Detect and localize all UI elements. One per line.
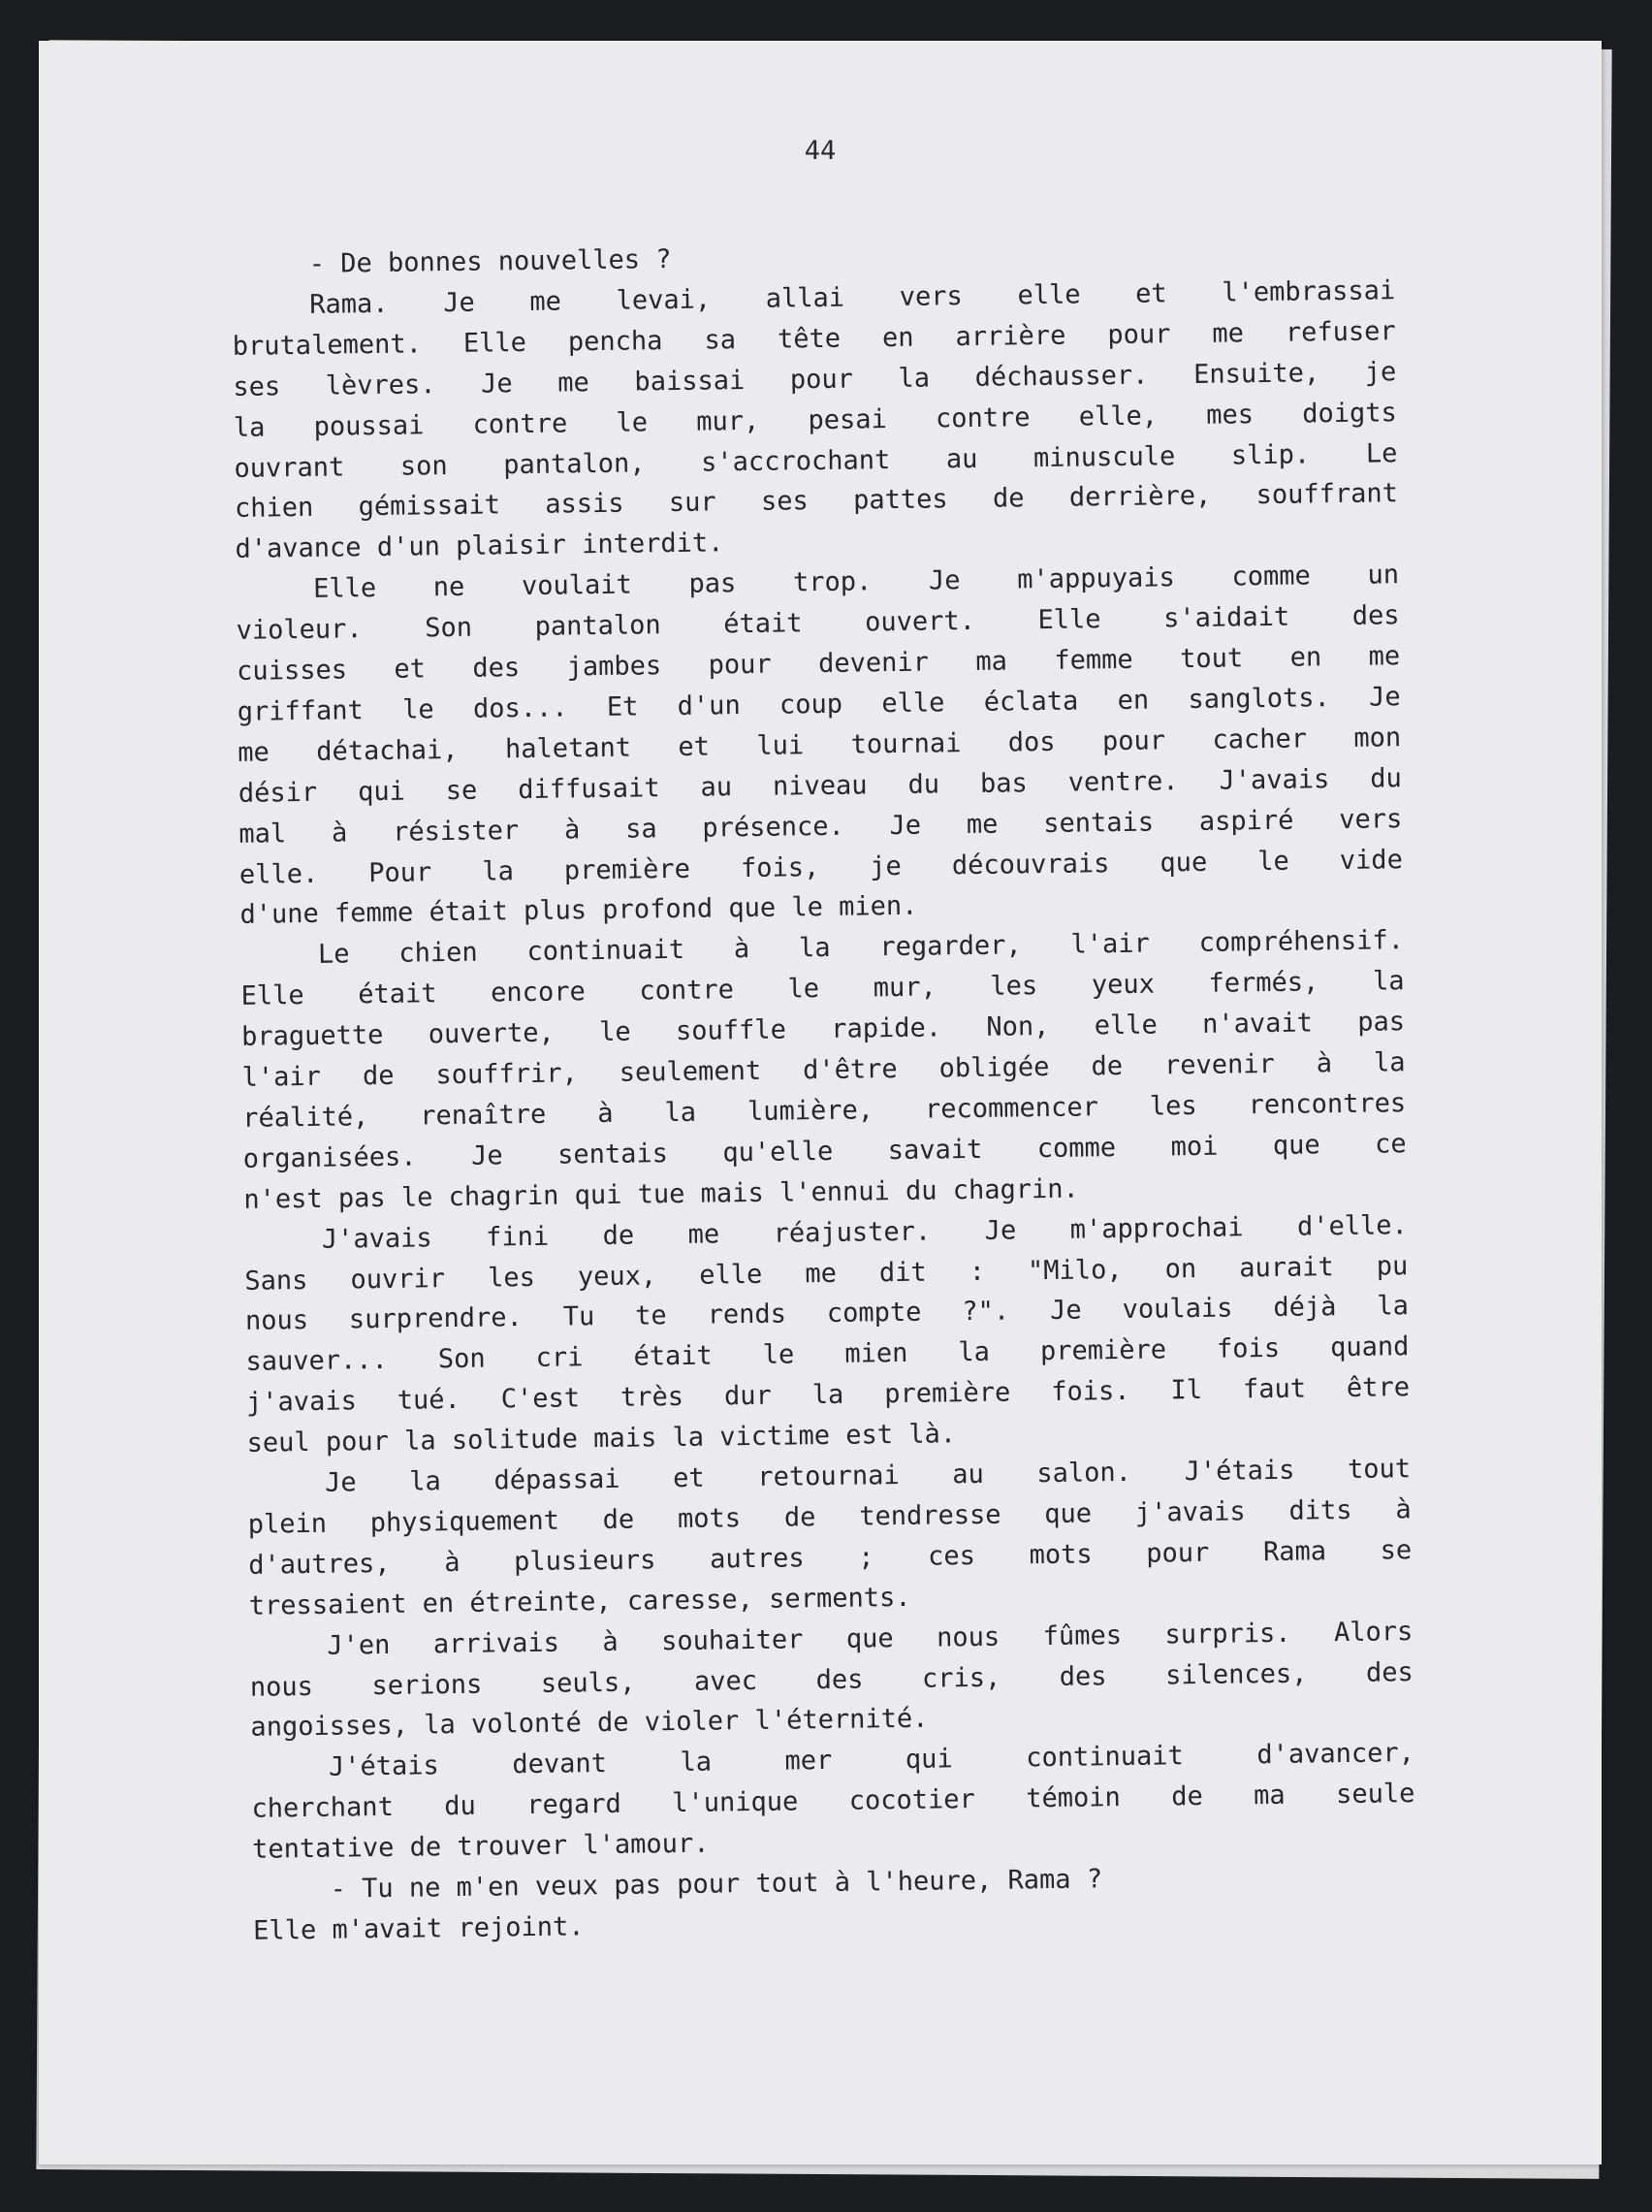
- text-line: nous serions seuls, avec des cris, des silences, des: [249, 1656, 1414, 1703]
- text-line: d'avance d'un plaisir interdit.: [235, 528, 724, 565]
- text-line: Elle était encore contre le mur, les yeux fermés, la: [240, 966, 1405, 1012]
- text-line: organisées. Je sentais qu'elle savait comme moi que ce: [242, 1128, 1407, 1174]
- text-line: - De bonnes nouvelles ?: [308, 243, 672, 279]
- text-line: n'est pas le chagrin qui tue mais l'ennui du chagrin.: [243, 1173, 1079, 1215]
- text-line: tentative de trouver l'amour.: [251, 1828, 710, 1865]
- text-line: J'en arrivais à souhaiter que nous fûmes surpris. Alors: [327, 1616, 1414, 1661]
- text-line: plein physiquement de mots de tendresse que j'avais dits à: [247, 1494, 1412, 1540]
- text-line: Elle ne voulait pas trop. Je m'appuyais comme un: [312, 560, 1400, 605]
- text-line: la poussai contre le mur, pesai contre elle, mes doigts: [233, 397, 1398, 443]
- body-text: [232, 237, 1417, 1959]
- text-line: nous surprendre. Tu te rends compte ?". Je voulais déjà la: [244, 1291, 1410, 1337]
- text-line: Rama. Je me levai, allai vers elle et l'embrassai: [309, 275, 1396, 320]
- text-line: sauver... Son cri était le mien la première fois quand: [245, 1331, 1410, 1378]
- text-line: d'une femme était plus profond que le mien.: [239, 891, 918, 931]
- text-line: J'avais fini de me réajuster. Je m'approchai d'elle.: [321, 1209, 1408, 1255]
- text-line: d'autres, à plusieurs autres ; ces mots pour Rama se: [248, 1534, 1413, 1581]
- text-line: Le chien continuait à la regarder, l'air compréhensif.: [317, 925, 1405, 971]
- document-page: [39, 41, 1602, 2164]
- text-line: ses lèvres. Je me baissai pour la déchausser. Ensuite, je: [233, 356, 1397, 402]
- text-line: braguette ouverte, le souffle rapide. Non, elle n'avait pas: [240, 1007, 1406, 1052]
- page-number: 44: [804, 136, 837, 166]
- text-line: j'avais tué. C'est très dur la première fois. Il faut être: [245, 1372, 1411, 1419]
- text-line: désir qui se diffusait au niveau du bas ventre. J'avais du: [238, 762, 1402, 809]
- text-line: brutalement. Elle pencha sa tête en arrière pour me refuser: [232, 316, 1396, 362]
- text-line: cuisses et des jambes pour devenir ma femme tout en me: [236, 641, 1401, 687]
- text-line: ouvrant son pantalon, s'accrochant au minuscule slip. Le: [234, 437, 1398, 484]
- text-line: - Tu ne m'en veux pas pour tout à l'heure, Rama ?: [330, 1864, 1103, 1905]
- text-line: mal à résister à sa présence. Je me sentais aspiré vers: [238, 803, 1403, 850]
- text-line: seul pour la solitude mais la victime est là.: [246, 1419, 957, 1459]
- text-line: l'air de souffrir, seulement d'être obligée de revenir à la: [241, 1047, 1406, 1093]
- text-line: griffant le dos... Et d'un coup elle éclata en sanglots. Je: [237, 682, 1401, 727]
- text-line: J'étais devant la mer qui continuait d'avancer,: [328, 1738, 1415, 1783]
- text-line: Je la dépassai et retournai au salon. J'étais tout: [324, 1454, 1412, 1498]
- text-line: me détachai, haletant et lui tournai dos pour cacher mon: [238, 721, 1402, 768]
- text-line: chien gémissait assis sur ses pattes de derrière, souffrant: [234, 478, 1399, 525]
- text-line: réalité, renaître à la lumière, recommencer les rencontres: [242, 1088, 1407, 1134]
- text-line: elle. Pour la première fois, je découvrais que le vide: [238, 844, 1404, 890]
- text-line: violeur. Son pantalon était ouvert. Elle s'aidait des: [236, 600, 1400, 646]
- text-line: Elle m'avait rejoint.: [252, 1911, 585, 1946]
- text-line: angoisses, la volonté de violer l'éternité.: [250, 1704, 929, 1744]
- text-line: Sans ouvrir les yeux, elle me dit : "Milo, on aurait pu: [244, 1250, 1409, 1297]
- text-line: cherchant du regard l'unique cocotier témoin de ma seule: [251, 1779, 1415, 1824]
- text-line: tressaient en étreinte, caresse, serments.: [248, 1582, 911, 1621]
